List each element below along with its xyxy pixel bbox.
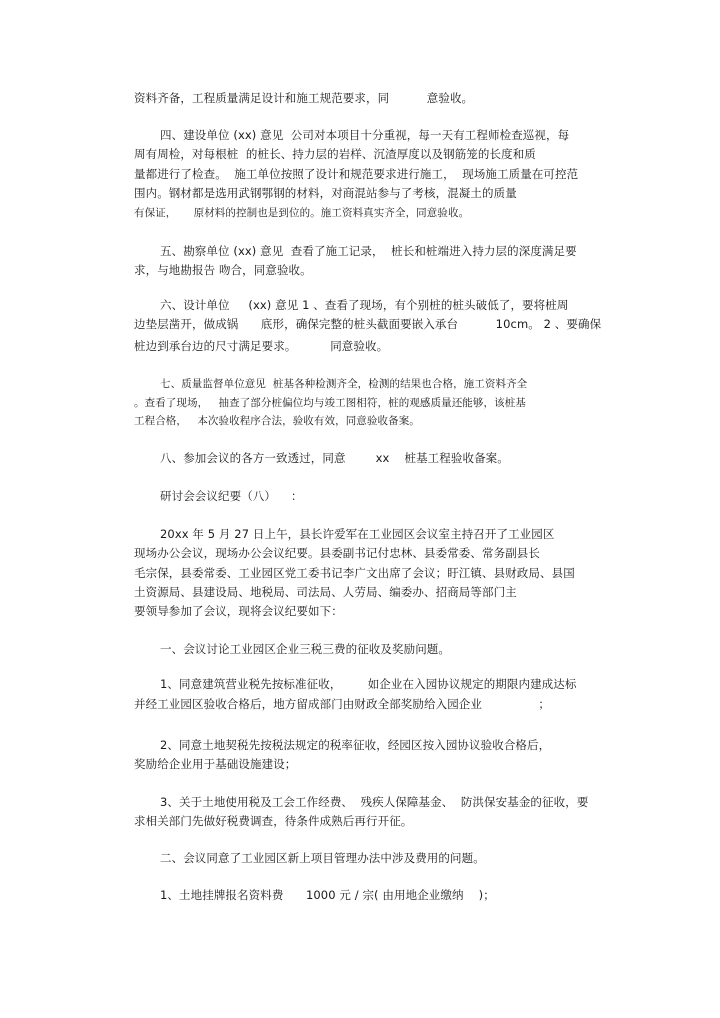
text-line: 资料齐备，工程质量满足设计和施工规范要求，同 意验收。 xyxy=(134,91,474,105)
text-line: 桩边到承台边的尺寸满足要求。 同意验收。 xyxy=(134,339,389,353)
text-line: 研讨会会议纪要（八） ： xyxy=(160,489,303,503)
text-line: 工程合格， 本次验收程序合法，验收有效，同意验收备案。 xyxy=(134,415,420,427)
text-line: 求，与地勘报告 吻合，同意验收。 xyxy=(134,263,312,277)
text-line: 围内。钢材都是选用武钢鄂钢的材料，对商混站参与了考核，混凝土的质量 xyxy=(134,186,517,200)
text-line: 七、质量监督单位意见 桩基各种检测齐全，检测的结果也合格，施工资料齐全 xyxy=(160,378,528,390)
text-line: 有保证， 原材料的控制也是到位的。施工资料真实齐全，同意验收。 xyxy=(134,207,470,219)
text-line: 并经工业园区验收合格后，地方留成部门由财政全部奖励给入园企业 ； xyxy=(134,697,550,711)
text-line: 。查看了现场， 抽查了部分桩偏位均与竣工图相符，桩的观感质量还能够，该桩基 xyxy=(134,397,526,409)
text-line: 求相关部门先做好税费调查，待条件成熟后再行开征。 xyxy=(134,814,413,828)
text-line: 边垫层凿开，做成锅 底形，确保完整的桩头截面要嵌入承台 10cm。 2 、要确保 xyxy=(134,317,602,331)
text-line: 20xx 年 5 月 27 日上午，县长许爱军在工业园区会议室主持召开了工业园区 xyxy=(160,527,555,541)
text-line: 八、参加会议的各方一致透过，同意 xx 桩基工程验收备案。 xyxy=(160,451,509,465)
text-line: 土资源局、县建设局、地税局、司法局、人劳局、编委办、招商局等部门主 xyxy=(134,585,517,599)
text-line: 五、勘察单位 (xx) 意见 查看了施工记录， 桩长和桩端进入持力层的深度满足要 xyxy=(160,244,577,258)
text-line: 1、土地挂牌报名资料费 1000 元 / 宗( 由用地企业缴纳 )； xyxy=(160,888,495,902)
text-line: 一、会议讨论工业园区企业三税三费的征收及奖励问题。 xyxy=(160,642,450,656)
text-line: 量都进行了检查。 施工单位按照了设计和规范要求进行施工， 现场施工质量在可控范 xyxy=(134,167,579,181)
text-line: 2、同意土地契税先按税法规定的税率征收，经园区按入园协议验收合格后， xyxy=(160,738,551,752)
text-line: 3、关于土地使用税及工会工作经费、 残疾人保障基金、 防洪保安基金的征收，要 xyxy=(160,795,589,809)
text-line: 毛宗保，县委常委、工业园区党工委书记李广文出席了会议；盱江镇、县财政局、县国 xyxy=(134,566,575,580)
text-line: 六、设计单位 (xx) 意见 1 、查看了现场，有个别桩的桩头破低了，要将桩周 xyxy=(160,298,569,312)
text-line: 四、建设单位 (xx) 意见 公司对本项目十分重视，每一天有工程师检查巡视，每 xyxy=(160,128,570,142)
text-line: 要领导参加了会议，现将会议纪要如下： xyxy=(134,604,343,618)
text-line: 奖励给企业用于基础设施建设； xyxy=(134,757,297,771)
text-line: 周有周检，对每根桩 的桩长、持力层的岩样、沉渣厚度以及钢筋笼的长度和质 xyxy=(134,147,536,161)
text-line: 现场办公会议，现场办公会议纪要。县委副书记付忠林、县委常委、常务副县长 xyxy=(134,546,540,560)
text-line: 1、同意建筑营业税先按标准征收， 如企业在入园协议规定的期限内建成达标 xyxy=(160,677,577,691)
text-line: 二、会议同意了工业园区新上项目管理办法中涉及费用的问题。 xyxy=(160,851,485,865)
